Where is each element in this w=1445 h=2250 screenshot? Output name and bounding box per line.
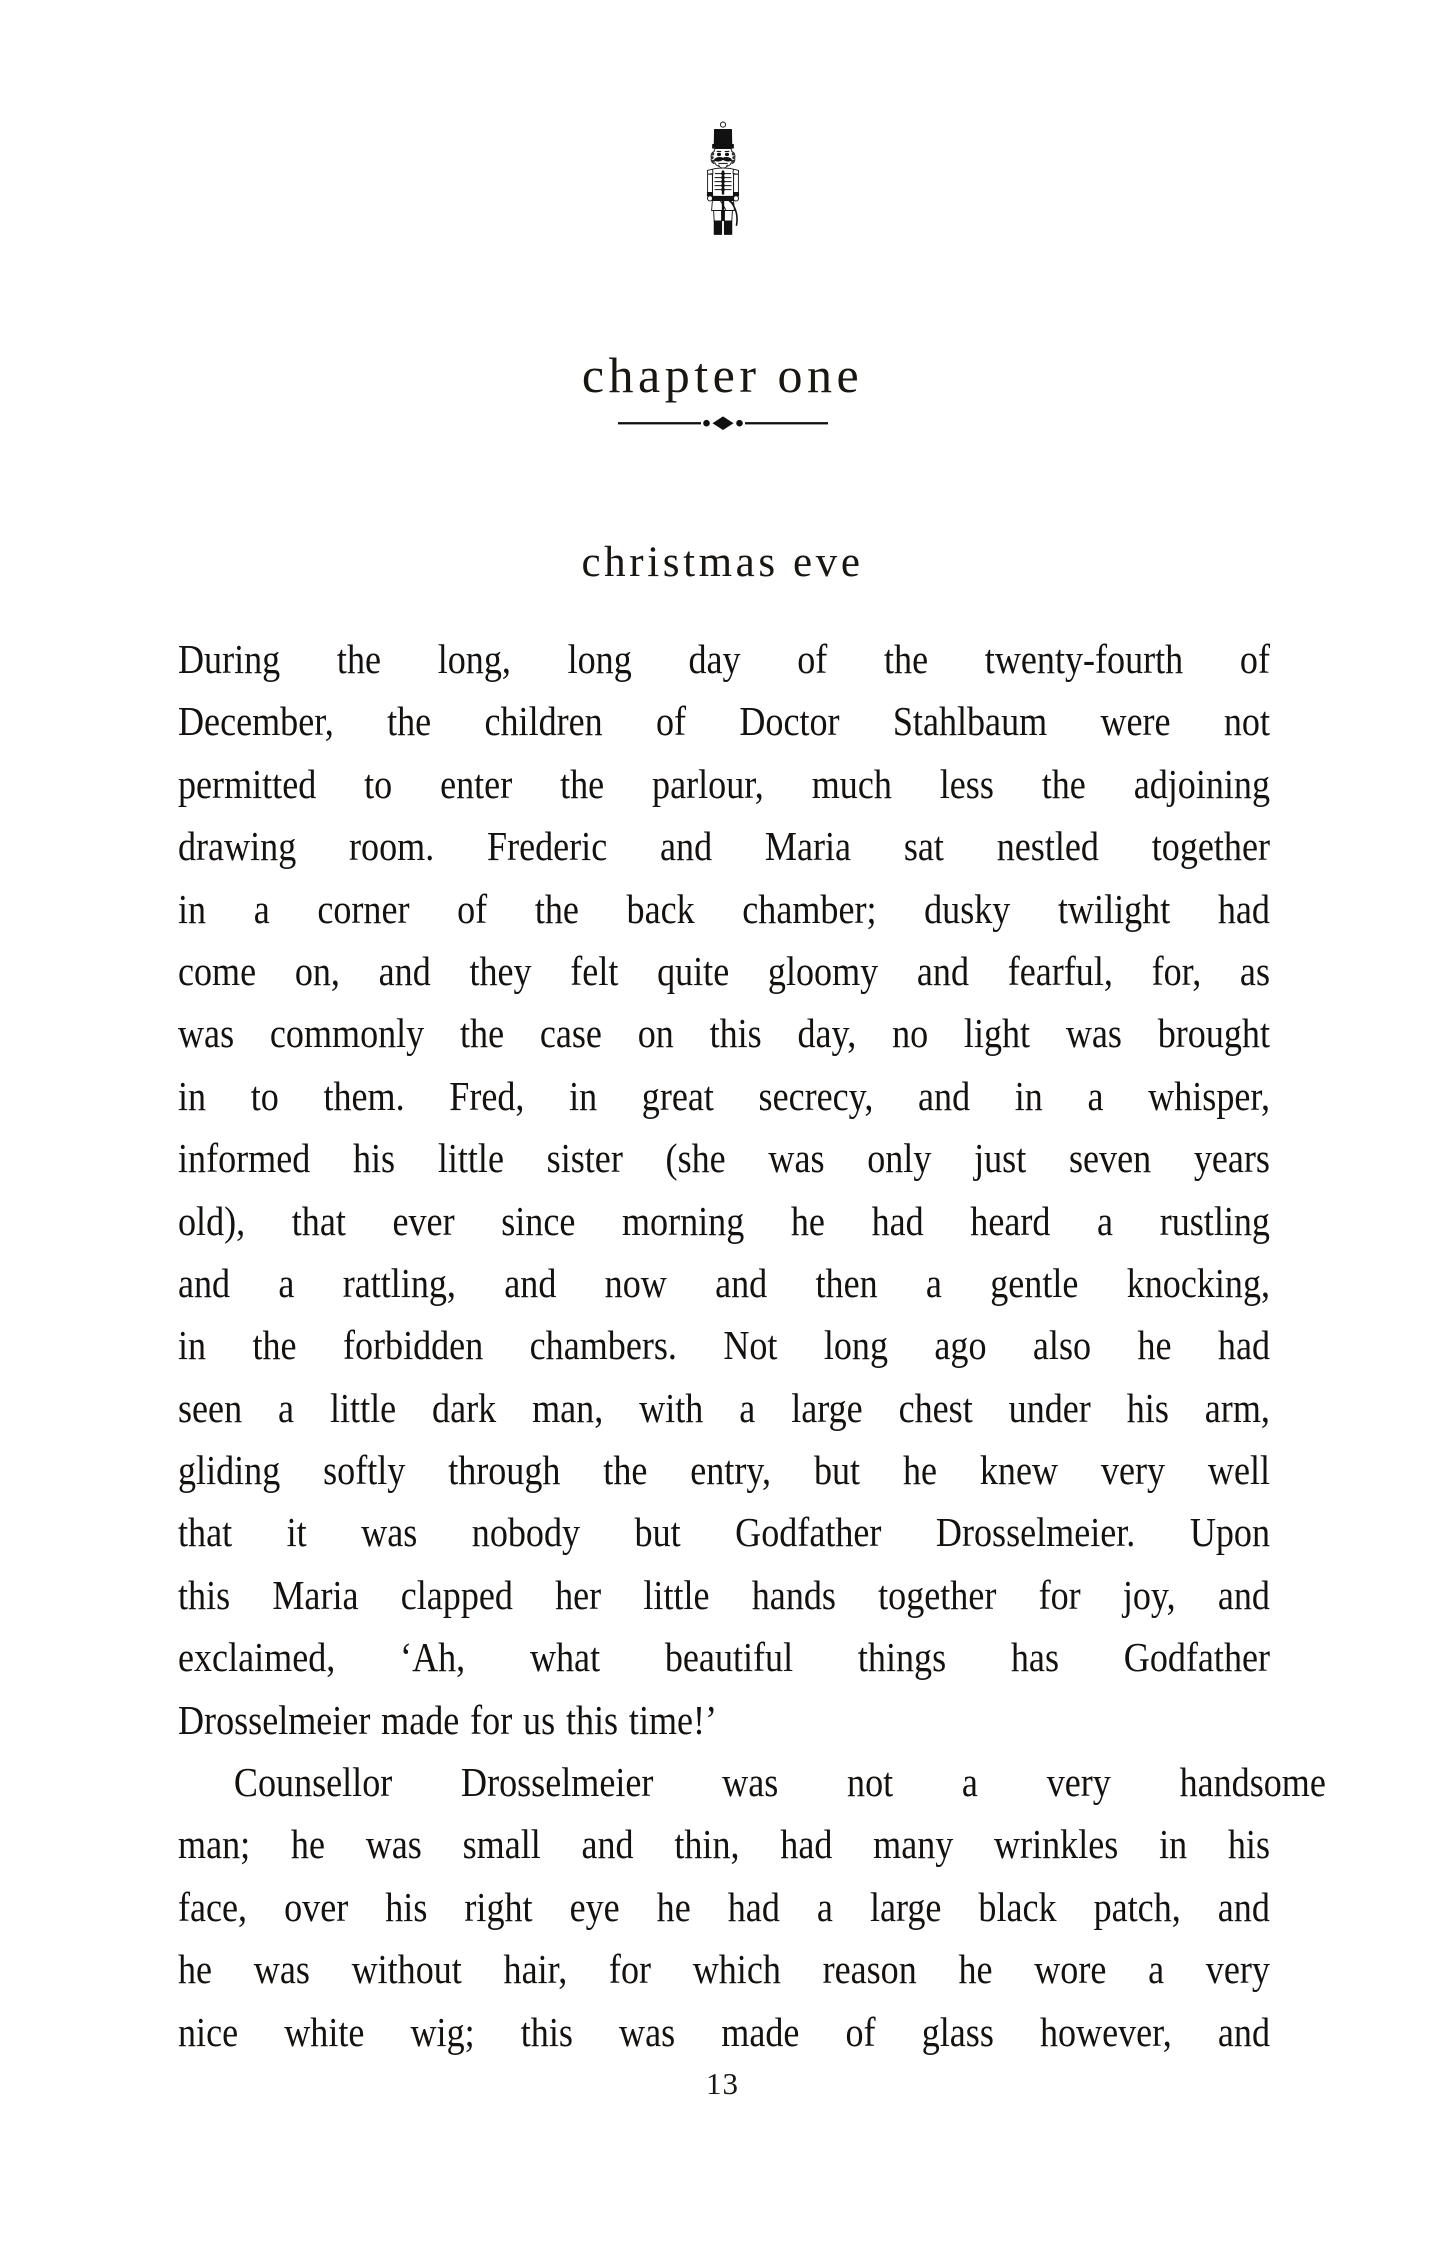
body-word: a: [816, 1883, 833, 1930]
body-word: beautiful: [664, 1634, 794, 1681]
body-word: nobody: [471, 1509, 581, 1556]
body-word: things: [857, 1634, 947, 1681]
body-word: room.: [349, 823, 435, 870]
body-word: gloomy: [767, 947, 879, 994]
body-word: was: [253, 1946, 310, 1993]
body-word: great: [641, 1072, 714, 1119]
body-line: [178, 1065, 1270, 1127]
body-word: which: [692, 1946, 781, 1993]
body-word: her: [555, 1571, 602, 1618]
body-word: us: [523, 1696, 556, 1743]
body-word: felt: [570, 947, 619, 994]
body-word: Godfather: [1123, 1634, 1271, 1681]
body-word: right: [464, 1883, 533, 1930]
body-word: Drosselmeier: [461, 1759, 654, 1806]
body-word: his: [1126, 1384, 1169, 1431]
body-word: just: [974, 1135, 1027, 1182]
body-word: of: [845, 2008, 876, 2055]
body-word: under: [1008, 1384, 1091, 1431]
body-word: come: [178, 947, 257, 994]
body-word: a: [925, 1259, 942, 1306]
body-line: [178, 940, 1270, 1002]
body-word: over: [284, 1883, 349, 1930]
body-word: in: [1159, 1821, 1188, 1868]
body-word: little: [329, 1384, 397, 1431]
body-line: [178, 1876, 1270, 1938]
body-word: and: [1217, 2008, 1270, 2055]
body-word: very: [1205, 1946, 1270, 1993]
body-word: much: [811, 760, 892, 807]
body-word: day: [688, 636, 741, 682]
body-line: [178, 1314, 1270, 1376]
body-word: now: [604, 1259, 667, 1306]
body-word: had: [871, 1197, 924, 1244]
body-word: chambers.: [529, 1322, 677, 1369]
body-word: dusky: [924, 885, 1011, 932]
body-line: [178, 1564, 1270, 1626]
body-word: day,: [797, 1010, 857, 1057]
body-word: for: [608, 1946, 651, 1993]
body-word: permitted: [178, 760, 317, 807]
body-word: to: [250, 1072, 279, 1119]
body-word: that: [291, 1197, 346, 1244]
body-word: of: [1239, 636, 1270, 682]
body-word: as: [1239, 947, 1270, 994]
body-word: a: [739, 1384, 756, 1431]
body-word: face,: [178, 1883, 248, 1930]
body-word: nice: [178, 2008, 239, 2055]
body-word: a: [278, 1259, 295, 1306]
body-word: he: [1137, 1322, 1172, 1369]
body-word: joy,: [1122, 1571, 1176, 1618]
body-word: had: [780, 1821, 833, 1868]
body-word: ‘Ah,: [400, 1634, 466, 1681]
body-word: gentle: [990, 1259, 1079, 1306]
body-word: sat: [903, 823, 944, 870]
body-word: old),: [178, 1197, 246, 1244]
body-word: clapped: [400, 1571, 513, 1618]
body-word: eye: [569, 1883, 620, 1930]
body-word: only: [867, 1135, 932, 1182]
body-word: large: [791, 1384, 863, 1431]
body-word: were: [1100, 698, 1171, 745]
body-line: [178, 628, 1270, 690]
body-word: on,: [294, 947, 340, 994]
body-word: quite: [657, 947, 730, 994]
body-line: [178, 1002, 1270, 1064]
body-word: long: [823, 1322, 889, 1369]
body-word: wore: [1034, 1946, 1107, 1993]
body-line: [178, 753, 1270, 815]
body-word: the: [459, 1010, 505, 1057]
body-word: During: [178, 636, 281, 682]
body-word: very: [1046, 1759, 1111, 1806]
body-word: entry,: [690, 1447, 772, 1494]
body-line: [178, 1626, 1270, 1688]
body-word: and: [715, 1259, 768, 1306]
chapter-divider-ornament: [0, 414, 1445, 432]
body-word: made: [721, 2008, 800, 2055]
body-word: wrinkles: [994, 1821, 1119, 1868]
body-word: rattling,: [342, 1259, 456, 1306]
body-word: adjoining: [1133, 760, 1270, 807]
body-word: hair,: [503, 1946, 568, 1993]
body-word: the: [534, 885, 579, 932]
body-line: [178, 815, 1270, 877]
body-word: little: [437, 1135, 504, 1182]
body-word: the: [252, 1322, 297, 1369]
body-word: was: [361, 1509, 418, 1556]
chapter-label: chapter one: [581, 346, 864, 403]
body-word: has: [1010, 1634, 1059, 1681]
body-word: man;: [178, 1821, 251, 1868]
body-word: knocking,: [1126, 1259, 1271, 1306]
body-line: [178, 1377, 1270, 1439]
body-word: handsome: [1179, 1759, 1326, 1806]
body-word: a: [1087, 1072, 1104, 1119]
body-word: twenty-fourth: [984, 636, 1184, 682]
body-word: gliding: [178, 1447, 281, 1494]
body-word: not: [847, 1759, 894, 1806]
body-word: this: [520, 2008, 573, 2055]
body-word: the: [884, 636, 929, 682]
body-word: his: [385, 1883, 428, 1930]
body-line: [178, 1190, 1270, 1252]
body-line: [178, 1689, 1270, 1751]
body-word: ever: [392, 1197, 455, 1244]
body-word: chamber;: [742, 885, 877, 932]
body-word: and: [916, 947, 969, 994]
body-word: and: [1217, 1571, 1270, 1618]
body-word: to: [364, 760, 393, 807]
body-word: white: [284, 2008, 365, 2055]
body-word: also: [1032, 1322, 1092, 1369]
body-word: together: [878, 1571, 997, 1618]
body-word: and: [581, 1821, 634, 1868]
body-word: and: [504, 1259, 557, 1306]
body-text: [178, 628, 1326, 2063]
body-word: Drosselmeier.: [935, 1509, 1136, 1556]
body-word: back: [626, 885, 695, 932]
body-word: and: [918, 1072, 971, 1119]
nutcracker-illustration: [0, 120, 1445, 236]
body-line: [178, 2001, 1270, 2063]
body-word: his: [352, 1135, 396, 1182]
body-word: wig;: [410, 2008, 475, 2055]
body-word: many: [873, 1821, 954, 1868]
body-word: rustling: [1159, 1197, 1270, 1244]
body-word: a: [278, 1384, 295, 1431]
body-word: glass: [921, 2008, 994, 2055]
diamond-rule-divider-icon: [616, 414, 830, 432]
body-word: and: [378, 947, 431, 994]
body-word: on: [637, 1010, 674, 1057]
body-word: in: [178, 1072, 207, 1119]
body-word: Godfather: [735, 1509, 882, 1556]
body-word: corner: [317, 885, 410, 932]
chapter-subtitle: christmas eve: [581, 538, 864, 586]
body-line: [178, 878, 1270, 940]
body-word: the: [560, 760, 605, 807]
body-word: whisper,: [1148, 1072, 1270, 1119]
body-word: he: [958, 1946, 993, 1993]
body-word: no: [892, 1010, 929, 1057]
body-word: arm,: [1204, 1384, 1270, 1431]
body-word: was: [722, 1759, 779, 1806]
body-word: and: [1217, 1883, 1270, 1930]
body-word: well: [1207, 1447, 1271, 1494]
body-word: ago: [934, 1322, 987, 1369]
body-word: nestled: [996, 823, 1099, 870]
body-word: very: [1100, 1447, 1166, 1494]
body-word: twilight: [1057, 885, 1171, 932]
body-word: black: [978, 1883, 1057, 1930]
body-word: made: [381, 1696, 460, 1743]
body-word: together: [1151, 823, 1270, 870]
body-word: was: [768, 1135, 825, 1182]
body-word: exclaimed,: [178, 1634, 336, 1681]
body-word: a: [1148, 1946, 1165, 1993]
body-word: case: [539, 1010, 602, 1057]
body-line: [178, 1439, 1270, 1501]
body-word: in: [178, 1322, 207, 1369]
body-word: chest: [898, 1384, 973, 1431]
body-word: informed: [178, 1135, 311, 1182]
body-word: reason: [822, 1946, 917, 1993]
body-word: the: [603, 1447, 648, 1494]
body-word: Stahlbaum: [892, 698, 1048, 745]
body-word: Maria: [764, 823, 852, 870]
body-word: through: [448, 1447, 561, 1494]
body-word: he: [790, 1197, 825, 1244]
body-word: Counsellor: [233, 1759, 393, 1806]
body-word: enter: [440, 760, 513, 807]
body-line: [178, 1501, 1270, 1563]
body-word: he: [290, 1821, 325, 1868]
body-word: patch,: [1093, 1883, 1181, 1930]
body-word: light: [963, 1010, 1031, 1057]
body-word: brought: [1157, 1010, 1270, 1057]
body-word: a: [1097, 1197, 1114, 1244]
body-word: seven: [1068, 1135, 1152, 1182]
body-word: man,: [532, 1384, 604, 1431]
body-word: large: [869, 1883, 942, 1930]
body-word: fearful,: [1007, 947, 1113, 994]
body-word: Upon: [1189, 1509, 1271, 1556]
body-word: children: [484, 698, 603, 745]
body-word: long,: [437, 636, 511, 682]
body-word: this: [709, 1010, 762, 1057]
body-word: of: [797, 636, 828, 682]
body-word: this: [565, 1696, 619, 1743]
body-word: for,: [1151, 947, 1202, 994]
body-word: then: [815, 1259, 878, 1306]
body-line: [178, 1751, 1326, 1813]
body-word: had: [1217, 1322, 1271, 1369]
body-word: of: [457, 885, 488, 932]
body-word: hands: [751, 1571, 836, 1618]
body-word: but: [634, 1509, 681, 1556]
body-word: that: [178, 1509, 233, 1556]
body-word: (she: [665, 1135, 726, 1182]
body-word: for: [1038, 1571, 1081, 1618]
body-line: [178, 690, 1270, 752]
body-line: [178, 1813, 1270, 1875]
body-word: this: [178, 1571, 231, 1618]
body-word: a: [253, 885, 270, 932]
page-number: 13: [706, 2066, 739, 2101]
body-word: time!’: [628, 1696, 718, 1743]
body-word: knew: [979, 1447, 1059, 1494]
body-line: [178, 1127, 1270, 1189]
body-word: in: [569, 1072, 598, 1119]
body-word: had: [1217, 885, 1270, 932]
body-word: and: [660, 823, 713, 870]
body-word: for: [470, 1696, 513, 1743]
body-word: heard: [970, 1197, 1051, 1244]
body-word: commonly: [269, 1010, 425, 1057]
body-word: since: [501, 1197, 576, 1244]
body-word: was: [1065, 1010, 1122, 1057]
body-word: Not: [723, 1322, 778, 1369]
body-word: with: [639, 1384, 704, 1431]
body-word: without: [351, 1946, 462, 1993]
body-word: parlour,: [652, 760, 764, 807]
body-word: less: [939, 760, 994, 807]
body-word: of: [656, 698, 687, 745]
body-word: however,: [1039, 2008, 1172, 2055]
body-word: little: [643, 1571, 710, 1618]
body-word: dark: [432, 1384, 497, 1431]
body-word: was: [619, 2008, 676, 2055]
body-word: years: [1193, 1135, 1270, 1182]
body-word: thin,: [674, 1821, 740, 1868]
body-word: had: [727, 1883, 780, 1930]
body-word: was: [178, 1010, 235, 1057]
body-word: sister: [546, 1135, 623, 1182]
body-word: it: [286, 1509, 307, 1556]
body-word: Doctor: [739, 698, 840, 745]
body-line: [178, 1252, 1270, 1314]
body-word: his: [1227, 1821, 1271, 1868]
body-word: forbidden: [342, 1322, 484, 1369]
body-word: not: [1223, 698, 1270, 745]
body-word: the: [1041, 760, 1086, 807]
body-word: the: [336, 636, 382, 682]
body-word: morning: [621, 1197, 745, 1244]
body-word: a: [961, 1759, 978, 1806]
body-word: in: [1014, 1072, 1043, 1119]
body-line: [178, 1938, 1270, 2000]
body-word: he: [902, 1447, 937, 1494]
body-word: long: [567, 636, 632, 682]
body-word: Drosselmeier: [178, 1696, 371, 1743]
body-word: small: [462, 1821, 541, 1868]
body-word: Maria: [272, 1571, 359, 1618]
body-word: drawing: [178, 823, 297, 870]
body-word: what: [529, 1634, 601, 1681]
body-word: seen: [178, 1384, 243, 1431]
body-word: Frederic: [487, 823, 608, 870]
body-word: softly: [323, 1447, 406, 1494]
body-word: in: [178, 885, 207, 932]
body-word: them.: [323, 1072, 405, 1119]
body-word: he: [656, 1883, 691, 1930]
body-word: December,: [178, 698, 334, 745]
body-word: the: [387, 698, 432, 745]
body-word: Fred,: [449, 1072, 525, 1119]
nutcracker-soldier-icon: [687, 120, 759, 236]
body-word: they: [469, 947, 532, 994]
body-word: secrecy,: [758, 1072, 874, 1119]
body-word: was: [365, 1821, 422, 1868]
body-word: but: [813, 1447, 861, 1494]
body-word: he: [178, 1946, 213, 1993]
body-word: and: [178, 1259, 231, 1306]
